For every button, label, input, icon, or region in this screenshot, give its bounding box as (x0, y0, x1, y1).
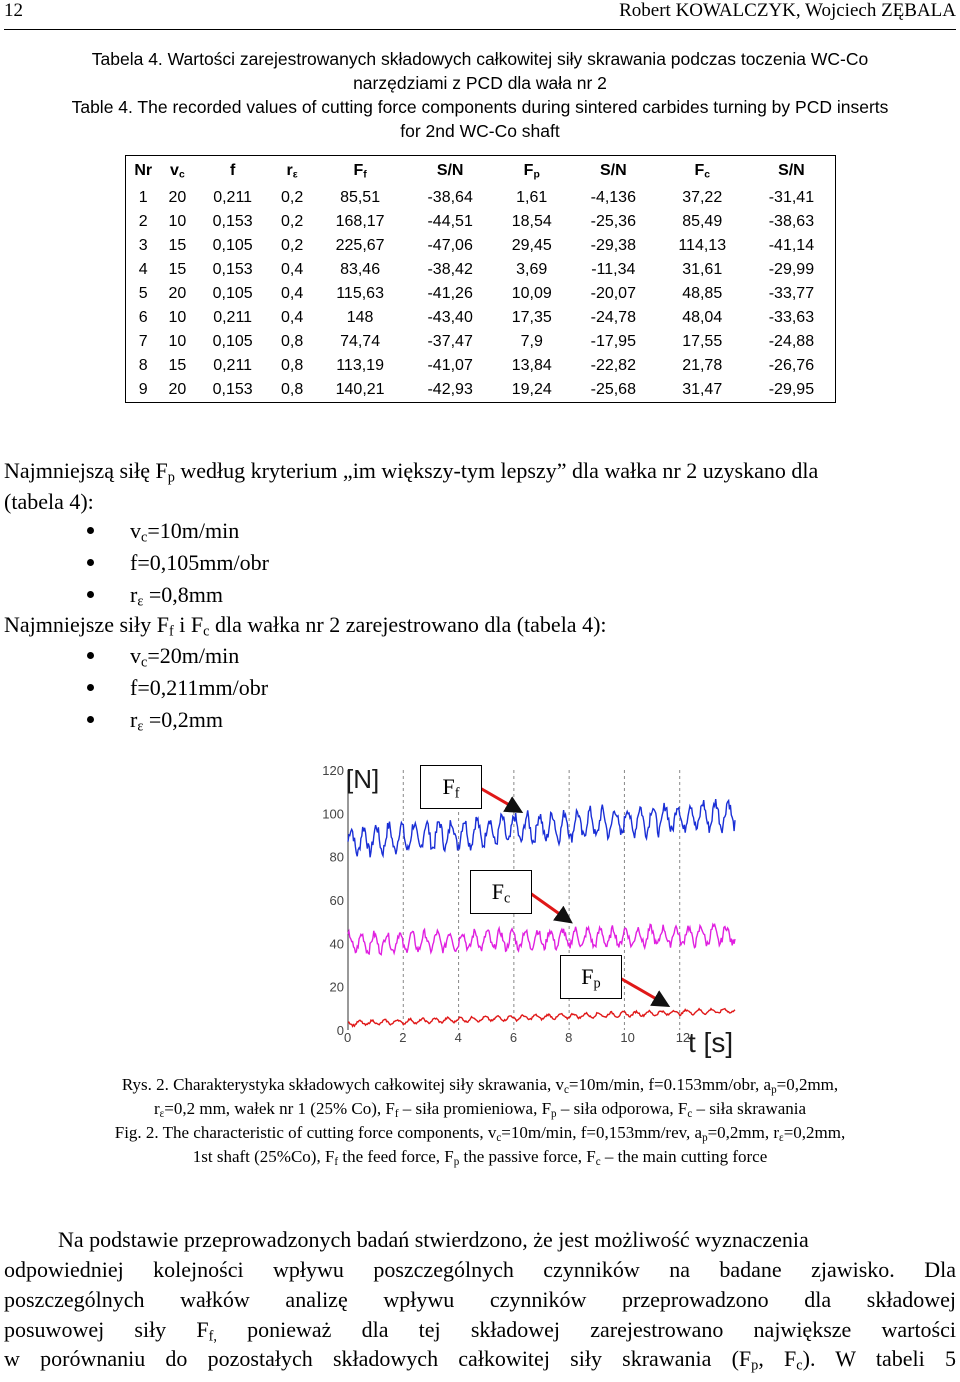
pointer-arrow (620, 978, 665, 1004)
force-table (125, 155, 836, 403)
subscript: p (751, 1357, 759, 1374)
table-cell: -47,06 (427, 237, 473, 254)
paragraph-ff-fc (4, 609, 607, 648)
text-run: r (153, 1099, 160, 1118)
table-cell: 17,35 (511, 309, 552, 326)
closing-line5 (4, 1343, 956, 1382)
header-text: r (286, 161, 293, 179)
table-cell: -22,82 (590, 357, 636, 374)
subscript: c (203, 623, 210, 640)
text-run: Fig. 2. The characteristic of cutting force components, v (114, 1123, 497, 1142)
text-run: Rys. 2. Charakterystyka składowych całkowitej siły skrawania, v (121, 1075, 564, 1094)
table-cell: -41,26 (427, 285, 473, 302)
table-row (126, 306, 836, 330)
bullet-dot (87, 591, 94, 598)
text-run: =0,2mm (143, 707, 223, 732)
header-text: f (229, 162, 236, 179)
text-run: =20m/min (147, 643, 240, 668)
header-subscript: c (704, 169, 710, 181)
table-cell: 0,153 (212, 213, 253, 230)
table-cell: 115,63 (336, 285, 384, 302)
text-run: =0,2 mm, wałek nr 1 (25% Co), F (164, 1099, 395, 1118)
text-run: i F (173, 612, 204, 637)
table-header-cell (657, 156, 748, 187)
table-cell: 13,84 (511, 357, 552, 374)
table-cell: -41,07 (427, 357, 473, 374)
table-header-row (126, 156, 836, 187)
text-run: =10m/min, f=0.153mm/obr, a (568, 1075, 772, 1094)
header-text: F (523, 161, 534, 179)
table-cell: 9 (138, 381, 148, 398)
text-run: w porównaniu do pozostałych składowych całkowitej siły skrawania (F (4, 1346, 752, 1371)
pointer-arrow (480, 788, 518, 810)
bullet-item (130, 672, 268, 703)
table-cell: 7 (138, 333, 148, 350)
table-row (126, 282, 836, 306)
text-run: =0,8mm (143, 582, 223, 607)
text-run: Najmniejsze siły F (4, 612, 169, 637)
header-subscript: f (363, 169, 367, 181)
x-tick-label: 2 (399, 1030, 407, 1045)
bullet-item (130, 704, 223, 743)
table-header-cell (160, 156, 194, 187)
text-run: v (130, 518, 141, 543)
text-run: 1st shaft (25%Co), F (192, 1147, 335, 1166)
text-run: – siła odporowa, F (556, 1099, 688, 1118)
subscript: c (687, 1107, 693, 1120)
subscript: f (168, 623, 174, 640)
table-cell: -11,34 (591, 261, 636, 278)
table-cell: 29,45 (511, 237, 552, 254)
table-cell: -38,42 (427, 261, 473, 278)
chart-series-group (348, 799, 735, 1026)
table-cell: 0,8 (280, 381, 304, 398)
header-text: F (694, 161, 705, 179)
bullet-item (130, 547, 269, 578)
table-cell: -33,63 (768, 309, 815, 326)
table-cell: -31,41 (768, 189, 815, 206)
running-header-authors: Robert KOWALCZYK, Wojciech ZĘBALA (619, 0, 956, 21)
table-cell: 225,67 (335, 237, 385, 254)
text-run: Najmniejszą siłę F (4, 458, 168, 483)
table-cell: -25,68 (590, 381, 636, 398)
table-cell: -4,136 (590, 189, 636, 206)
y-tick-label: 60 (329, 893, 344, 908)
table-body (126, 186, 836, 403)
table-header-cell (271, 156, 313, 187)
series-line-f-c (348, 924, 735, 954)
y-tick-label: 40 (329, 936, 344, 952)
table-cell: 0,8 (280, 357, 304, 374)
subscript: c (595, 1155, 601, 1168)
table-row (126, 186, 836, 210)
table-cell: 10 (168, 333, 187, 350)
table-cell: 140,21 (335, 381, 385, 398)
table-header-cell (407, 156, 494, 187)
subscript: c (141, 529, 148, 546)
subscript: p (771, 1083, 777, 1096)
header-text: S/N (599, 162, 627, 179)
y-tick-label: 0 (336, 1023, 344, 1038)
table-cell: 0,211 (213, 309, 253, 326)
label-ff (420, 765, 482, 809)
header-subscript: p (533, 169, 540, 181)
table-cell: 74,74 (340, 333, 381, 350)
subscript: c (141, 654, 148, 671)
closing-line2: odpowiedniej kolejności wpływu poszczególnych czynników na badane zjawisko. Dla (4, 1257, 956, 1282)
table-cell: 10,09 (511, 285, 552, 302)
subscript: p (551, 1107, 557, 1120)
label-subscript: c (503, 890, 511, 907)
x-tick-label: 12 (675, 1030, 691, 1045)
table-cell: 0,2 (280, 237, 304, 254)
table-cell: 0,2 (280, 189, 304, 206)
label-fc (470, 870, 532, 914)
subscript: c (496, 1131, 502, 1144)
table-cell: 1 (138, 189, 148, 206)
table-row (126, 378, 836, 403)
y-axis-unit-label: [N] (346, 764, 380, 794)
header-text: Nr (134, 162, 153, 179)
table-cell: 0,105 (212, 333, 253, 350)
header-text: F (353, 161, 364, 179)
table-cell: 83,46 (340, 261, 381, 278)
text-run: r (130, 582, 138, 607)
closing-line1: Na podstawie przeprowadzonych badań stwierdzono, że jest możliwość wyznaczenia (58, 1227, 809, 1252)
table-cell: 0,2 (280, 213, 304, 230)
bullet-dot (87, 716, 94, 723)
closing-line3: poszczególnych wałków analizę wpływu czynników przeprowadzono dla składowej (4, 1287, 956, 1312)
table-header-cell (194, 156, 270, 187)
table-cell: 114,13 (678, 237, 727, 254)
bullet-dot (87, 652, 94, 659)
text-run: v (130, 643, 141, 668)
table-cell: 7,9 (520, 333, 543, 350)
table-cell: -38,64 (427, 189, 473, 206)
table-cell: 0,4 (280, 261, 304, 278)
text-run: – siła skrawania (692, 1099, 807, 1118)
y-tick-label: 120 (322, 763, 344, 778)
table-cell: 0,8 (280, 333, 304, 350)
header-text: v (170, 161, 179, 179)
table-cell: 0,153 (212, 381, 253, 398)
paragraph-fp (4, 455, 956, 494)
pointer-arrow (530, 893, 568, 920)
table-cell: -38,63 (768, 213, 815, 230)
text-run: f=0,211mm/obr (130, 675, 269, 700)
table-cell: 3 (138, 237, 148, 254)
y-tick-label: 80 (329, 849, 344, 865)
table-cell: -37,47 (427, 333, 473, 350)
subscript: ε (159, 1107, 165, 1120)
table-cell: 85,49 (682, 213, 723, 230)
table-row (126, 210, 836, 234)
subscript: f, (208, 1328, 217, 1345)
text-run: =0,2mm, (783, 1123, 846, 1142)
text-run: =0,2mm, r (707, 1123, 780, 1142)
subscript: p (702, 1131, 708, 1144)
table-cell: 8 (138, 357, 148, 374)
table-header-cell (570, 156, 657, 187)
table-cell: -24,88 (768, 333, 815, 350)
table-cell: -43,40 (427, 309, 473, 326)
table-cell: 48,85 (682, 285, 723, 302)
text-run: , F (758, 1346, 797, 1371)
table-header-cell (748, 156, 836, 187)
series-line-f-f (348, 799, 735, 857)
table-cell: -44,51 (427, 213, 473, 230)
text-run: =10m/min (147, 518, 240, 543)
label-text: F (581, 964, 594, 989)
subscript: ε (779, 1131, 784, 1144)
text-run: ). W tabeli 5 (802, 1346, 956, 1371)
text-run: według kryterium „im większy-tym lepszy” dla wałka nr 2 uzyskano dla (174, 458, 819, 483)
subscript: p (167, 469, 175, 486)
text-run: posuwowej siły F (4, 1317, 209, 1342)
table-cell: -33,77 (768, 285, 815, 302)
table-cell: -29,95 (768, 381, 815, 398)
text-run: dla wałka nr 2 zarejestrowano dla (tabela 4): (209, 612, 607, 637)
label-subscript: p (593, 975, 601, 992)
table-cell: 4 (138, 261, 148, 278)
table-cell: 15 (168, 237, 187, 254)
table-cell: 5 (138, 285, 148, 302)
header-subscript: c (178, 169, 185, 181)
table-cell: -29,38 (590, 237, 636, 254)
text-run: =10m/min, f=0,153mm/rev, a (501, 1123, 703, 1142)
table-cell: -17,95 (590, 333, 636, 350)
subscript: ε (137, 593, 144, 610)
text-run: ponieważ dla tej składowej zarejestrowano największe wartości (216, 1317, 956, 1342)
table-cell: 20 (168, 285, 187, 302)
table-cell: 85,51 (340, 189, 381, 206)
table-cell: -29,99 (768, 261, 815, 278)
x-tick-label: 10 (620, 1030, 635, 1045)
bullet-dot (87, 527, 94, 534)
table-cell: 21,78 (682, 357, 723, 374)
table-cell: 0,105 (212, 285, 253, 302)
table-caption-en-2: for 2nd WC-Co shaft (400, 121, 560, 141)
x-tick-label: 8 (565, 1030, 573, 1045)
x-tick-label: 0 (344, 1030, 352, 1045)
table-cell: 168,17 (335, 213, 385, 230)
text-run: the passive force, F (459, 1147, 596, 1166)
bullet-dot (87, 684, 94, 691)
header-text: S/N (778, 162, 805, 179)
table-cell: 20 (168, 381, 187, 398)
table-cell: 0,211 (213, 189, 253, 206)
table-cell: 20 (168, 189, 187, 206)
subscript: ε (137, 718, 144, 735)
paragraph-fp-cont: (tabela 4): (4, 489, 94, 514)
table-cell: 113,19 (336, 357, 384, 374)
table-cell: 17,55 (682, 333, 723, 350)
text-run: the feed force, F (338, 1147, 454, 1166)
subscript: c (564, 1083, 569, 1096)
table-caption-en-1: Table 4. The recorded values of cutting force components during sintered carbides turning by PCD inserts (71, 97, 889, 117)
table-cell: 19,24 (511, 381, 552, 398)
text-run: r (130, 707, 138, 732)
table-cell: -24,78 (590, 309, 636, 326)
bullet-dot (87, 559, 94, 566)
table-header-cell (126, 156, 161, 187)
table-cell: 0,4 (280, 309, 304, 326)
label-text: F (442, 774, 455, 799)
x-axis-label: t [s] (688, 1027, 734, 1058)
x-tick-label: 4 (454, 1030, 462, 1045)
text-run: f=0,105mm/obr (130, 550, 269, 575)
table-cell: -25,36 (590, 213, 636, 230)
table-cell: 0,105 (212, 237, 253, 254)
table-cell: 1,61 (516, 189, 548, 206)
subscript: c (796, 1357, 803, 1374)
table-cell: -41,14 (768, 237, 815, 254)
series-line-f-p (348, 1009, 735, 1027)
header-subscript: ε (292, 169, 298, 181)
table-header-cell (493, 156, 569, 187)
subscript: f (334, 1155, 339, 1168)
page-number: 12 (4, 0, 23, 21)
table-row (126, 354, 836, 378)
table-cell: 6 (138, 309, 148, 326)
table-cell: 15 (168, 357, 187, 374)
table-cell: 10 (168, 213, 187, 230)
label-fp (560, 955, 622, 999)
x-tick-label: 6 (509, 1030, 518, 1045)
table-cell: 31,47 (682, 381, 723, 398)
subscript: f (394, 1107, 399, 1120)
text-run: – siła promieniowa, F (398, 1099, 552, 1118)
text-run: =0,2mm, (776, 1075, 839, 1094)
subscript: p (453, 1155, 460, 1168)
text-run: – the main cutting force (600, 1147, 768, 1166)
table-cell: -42,93 (427, 381, 473, 398)
table-row (126, 330, 836, 354)
table-cell: -26,76 (768, 357, 815, 374)
table-cell: 31,61 (682, 261, 723, 278)
y-tick-label: 100 (322, 806, 344, 822)
table-caption-pl-1: Tabela 4. Wartości zarejestrowanych składowych całkowitej siły skrawania podczas toczenia WC-Co (91, 49, 869, 69)
y-tick-label: 20 (329, 979, 344, 995)
table-cell: 18,54 (511, 213, 552, 230)
table-cell: 15 (168, 261, 187, 278)
label-subscript: f (454, 785, 460, 802)
fig-caption-line4 (40, 1145, 920, 1174)
table-cell: 2 (138, 213, 148, 230)
table-cell: 0,153 (212, 261, 253, 278)
header-rule (4, 29, 956, 30)
header-text: S/N (436, 162, 464, 179)
table-cell: 3,69 (516, 261, 548, 278)
label-text: F (491, 879, 504, 904)
table-cell: 37,22 (682, 189, 723, 206)
table-cell: 0,211 (213, 357, 253, 374)
table-row (126, 258, 836, 282)
table-cell: 148 (346, 309, 374, 326)
table-header-cell (313, 156, 406, 187)
table-row (126, 234, 836, 258)
table-cell: 0,4 (280, 285, 304, 302)
table-caption-pl-2: narzędziami z PCD dla wała nr 2 (353, 73, 607, 93)
table-cell: 48,04 (682, 309, 723, 326)
table-cell: -20,07 (590, 285, 636, 302)
table-cell: 10 (168, 309, 187, 326)
